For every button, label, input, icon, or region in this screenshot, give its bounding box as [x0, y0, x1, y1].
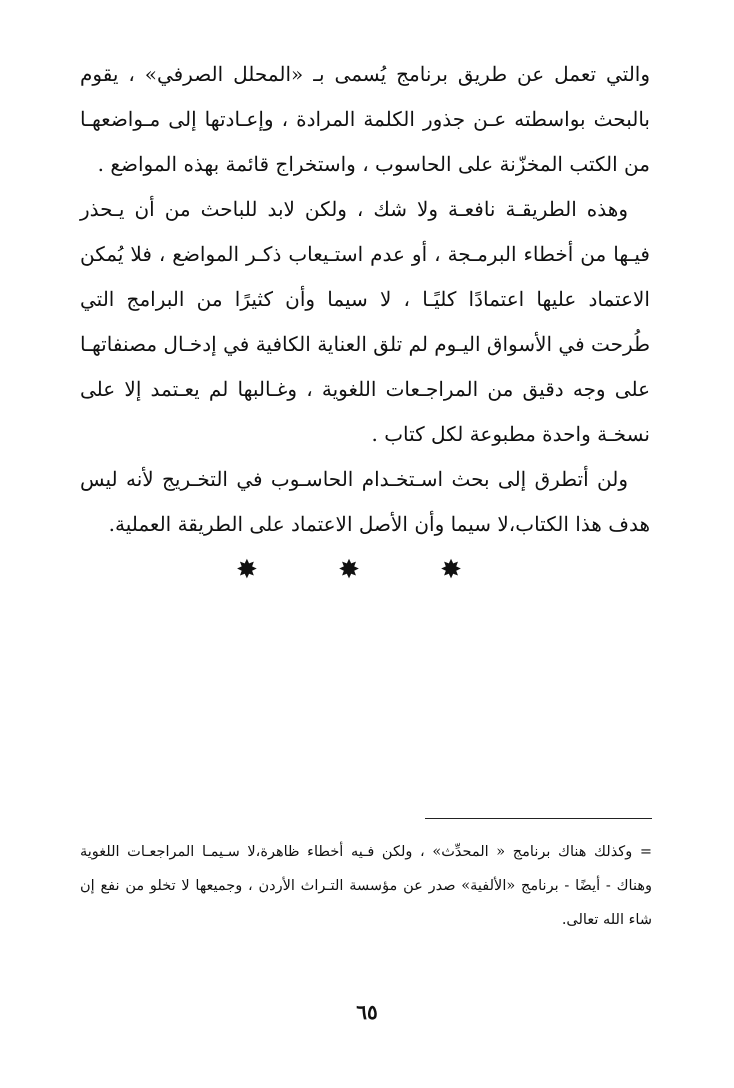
- footnote: [80, 835, 652, 937]
- section-separator: ✸ ✸ ✸: [236, 555, 498, 585]
- paragraph-1: والتي تعمل عن طريق برنامج يُسمى بـ «المحلل الصرفي» ، يقوم بالبحث بواسطته عـن جذور الكلمة المرادة ، وإعـادتها إلى مـواضعهـا من الكتب المخزّنة على الحاسوب ، واستخراج قائمة بهذه المواضع .: [80, 62, 650, 176]
- paragraph-2: وهذه الطريقـة نافعـة ولا شك ، ولكن لابد للباحث من أن يـحذر فيـها من أخطاء البرمـجة ، أو عدم استـيعاب ذكـر المواضع ، فلا يُمكن الاعتماد عليها اعتمادًا كليًـا ، لا سيما وأن كثيرًا من البرامج التي طُرحت في الأسواق اليـوم لم تلق العناية الكافية في إدخـال مصنفاتهـا على وجه دقيق من المراجـعات اللغوية ، وغـالبها لم يعـتمد إلا على نسخـة واحدة مطبوعة لكل كتاب .: [80, 197, 650, 446]
- footnote-rule: [425, 818, 652, 819]
- paragraph-3: ولن أتطرق إلى بحث اسـتخـدام الحاسـوب في التخـريج لأنه ليس هدف هذا الكتاب،لا سيما وأن الأصل الاعتماد على الطريقة العملية.: [80, 467, 650, 536]
- page-number: ٦٥: [356, 1000, 378, 1024]
- footnote-text: = وكذلك هناك برنامج « المحدِّث» ، ولكن فـيه أخطاء ظاهرة،لا سـيمـا المراجعـات اللغوية وهناك - أيضًا - برنامج «الألفية» صدر عن مؤسسة التـراث الأردن ، وجميعها لا تخلو من نفع إن شاء الله تعالى.: [80, 844, 652, 928]
- main-text: [80, 52, 650, 547]
